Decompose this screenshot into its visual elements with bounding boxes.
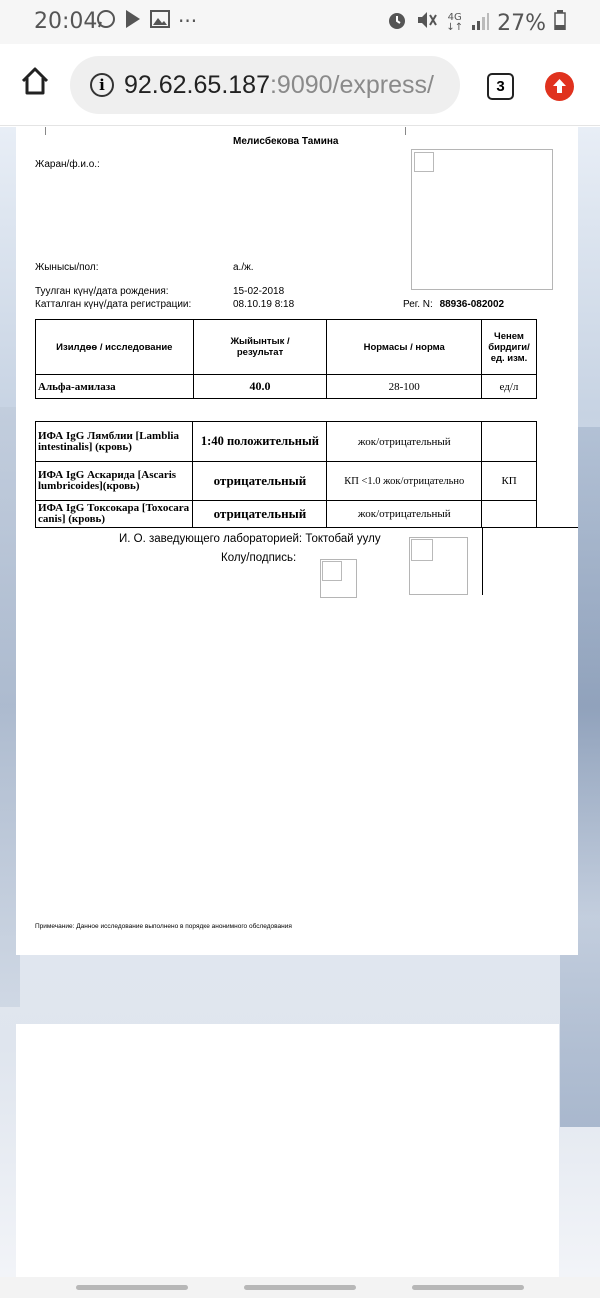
navigation-bar bbox=[0, 1277, 600, 1298]
table-header bbox=[36, 320, 537, 375]
image-placeholder-icon bbox=[414, 152, 434, 172]
table-row bbox=[36, 375, 537, 399]
test-name: ИФА IgG Аскарида [Ascaris lumbricoides](кровь) bbox=[36, 462, 193, 501]
address-bar[interactable] bbox=[70, 56, 460, 114]
table-line-extension bbox=[482, 527, 578, 528]
next-page bbox=[16, 1024, 559, 1278]
home-icon[interactable] bbox=[20, 66, 50, 96]
image-placeholder-icon bbox=[411, 539, 433, 561]
test-norm: 28-100 bbox=[327, 375, 482, 399]
test-norm: КП <1.0 жок/отрицательно bbox=[327, 462, 482, 501]
battery-level: 27% bbox=[497, 10, 546, 36]
url-host: 92.62.65.187 bbox=[124, 70, 270, 99]
cut-line-left bbox=[45, 127, 46, 135]
ifa-results-table bbox=[35, 421, 537, 528]
test-result: 40.0 bbox=[193, 375, 327, 399]
test-unit: ед/л bbox=[482, 375, 537, 399]
system-icons bbox=[386, 9, 566, 37]
fio-label: Жаран/ф.и.о.: bbox=[35, 159, 100, 170]
alarm-icon bbox=[386, 9, 408, 37]
mute-icon bbox=[416, 9, 438, 37]
header-test: Изилдөө / исследование bbox=[36, 320, 194, 375]
test-result: 1:40 положительный bbox=[193, 422, 327, 462]
whatsapp-icon bbox=[96, 9, 116, 34]
test-norm: жок/отрицательный bbox=[327, 501, 482, 528]
clock: 20:04 bbox=[34, 9, 98, 34]
test-unit bbox=[482, 501, 537, 528]
table-row bbox=[36, 462, 537, 501]
test-norm: жок/отрицательный bbox=[327, 422, 482, 462]
play-store-icon bbox=[124, 9, 142, 34]
nav-home-button[interactable] bbox=[244, 1285, 356, 1290]
table-row bbox=[36, 501, 537, 528]
tab-switcher-button[interactable]: 3 bbox=[487, 73, 514, 100]
registration-number bbox=[403, 299, 504, 310]
test-name: ИФА IgG Лямблии [Lamblia intestinalis] (кровь) bbox=[36, 422, 193, 462]
update-icon[interactable] bbox=[545, 72, 574, 101]
cut-line-right bbox=[405, 127, 406, 135]
sex-label: Жынысы/пол: bbox=[35, 262, 99, 273]
header-unit: Ченем бирдиги/ ед. изм. bbox=[482, 320, 537, 375]
image-placeholder-icon bbox=[322, 561, 342, 581]
lab-report-document bbox=[16, 127, 578, 955]
battery-icon bbox=[554, 10, 566, 36]
test-unit bbox=[482, 422, 537, 462]
table-line-vertical bbox=[482, 527, 483, 595]
birth-date-label: Туулган күнү/дата рождения: bbox=[35, 286, 169, 297]
registration-date-value: 08.10.19 8:18 bbox=[233, 299, 295, 310]
head-of-laboratory: И. О. заведующего лабораторией: Токтобай уулу bbox=[119, 533, 381, 545]
notification-icons bbox=[96, 9, 197, 34]
test-unit: КП bbox=[482, 462, 537, 501]
test-result: отрицательный bbox=[193, 462, 327, 501]
site-info-icon[interactable]: i bbox=[90, 73, 114, 97]
stamp-box bbox=[409, 537, 468, 595]
header-norm: Нормасы / норма bbox=[327, 320, 482, 375]
image-icon bbox=[150, 9, 170, 34]
birth-date-value: 15-02-2018 bbox=[233, 286, 285, 297]
network-indicator: 4G ↓↑ bbox=[446, 12, 464, 33]
nav-back-button[interactable] bbox=[412, 1285, 524, 1290]
footnote: Примечание: Данное исследование выполнено в порядке анонимного обследования bbox=[35, 923, 292, 930]
registration-number-value: 88936-082002 bbox=[439, 299, 505, 310]
signature-label: Колу/подпись: bbox=[221, 552, 297, 564]
header-result: Жыйынтык / результат bbox=[193, 320, 327, 375]
signal-icon bbox=[471, 11, 489, 36]
nav-recents-button[interactable] bbox=[76, 1285, 188, 1290]
browser-toolbar bbox=[0, 44, 600, 126]
test-name: Альфа-амилаза bbox=[36, 375, 194, 399]
photo-placeholder bbox=[411, 149, 553, 290]
test-name: ИФА IgG Токсокара [Toxocara canis] (кровь) bbox=[36, 501, 193, 528]
patient-name: Мелисбекова Тамина bbox=[233, 136, 339, 147]
test-result: отрицательный bbox=[193, 501, 327, 528]
table-row bbox=[36, 422, 537, 462]
signature-box bbox=[320, 559, 357, 598]
results-table bbox=[35, 319, 537, 399]
status-bar bbox=[0, 0, 600, 44]
url-path: :9090/express/ bbox=[269, 70, 434, 99]
more-notifications-icon: ··· bbox=[178, 9, 198, 33]
registration-number-label: Рег. N: bbox=[403, 299, 433, 310]
registration-date-label: Катталган күнү/дата регистрации: bbox=[35, 299, 192, 310]
sex-value: а./ж. bbox=[233, 262, 254, 273]
